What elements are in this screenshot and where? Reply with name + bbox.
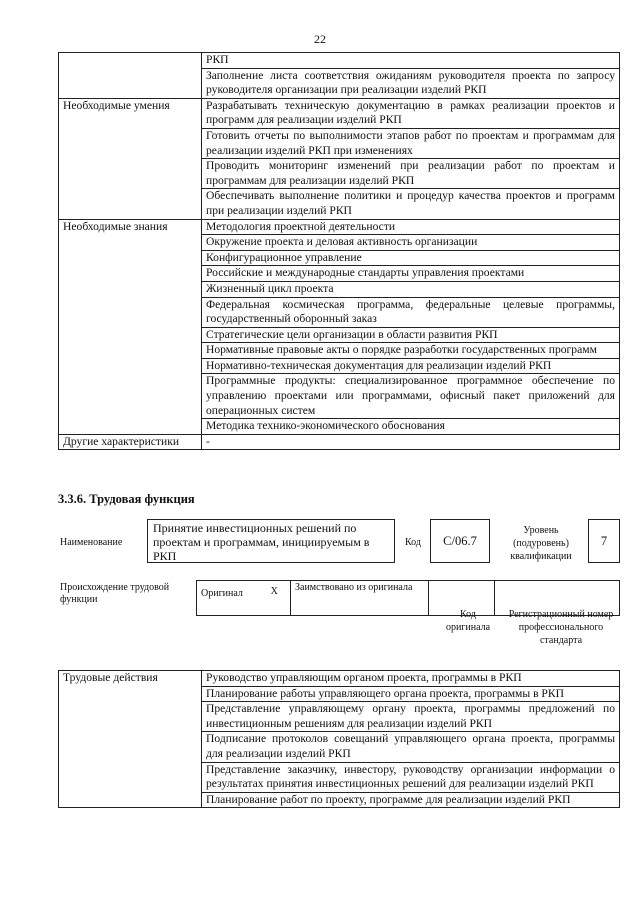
table-row	[59, 98, 620, 128]
action-item: Планирование работ по проекту, программе для реализации изделий РКП	[202, 792, 620, 808]
level-label: Уровень (подуровень) квалификации	[510, 525, 572, 562]
function-code-box: С/06.7	[430, 519, 490, 563]
name-label: Наименование	[60, 537, 123, 548]
other-label: Другие характеристики	[59, 434, 202, 450]
knowledge-item: Стратегические цели организации в области развития РКП	[202, 327, 620, 343]
code-original-label: Код оригинала	[445, 609, 491, 633]
knowledge-item: Программные продукты: специализированное программное обеспечение по управлению проектами или программами, офисный пакет приложений для операционных систем	[202, 374, 620, 419]
knowledge-label: Необходимые знания	[59, 219, 202, 434]
knowledge-item: Нормативно-техническая документация для реализации изделий РКП	[202, 358, 620, 374]
section-heading: 3.3.6. Трудовая функция	[58, 492, 195, 506]
knowledge-item: Российские и международные стандарты управления проектами	[202, 266, 620, 282]
reg-number-label: Регистрационный номер профессионального стандарта	[508, 609, 614, 646]
page-number: 22	[314, 32, 326, 46]
original-mark: Х	[259, 581, 291, 616]
knowledge-item: Федеральная космическая программа, федеральные целевые программы, государственный оборонный заказ	[202, 297, 620, 327]
skill-item: Готовить отчеты по выполнимости этапов работ по проектам и программам для реализации изделий РКП при изменениях	[202, 128, 620, 158]
original-label: Оригинал	[197, 581, 259, 616]
borrowed-label: Заимствовано из оригинала	[291, 581, 429, 616]
knowledge-item: Нормативные правовые акты о порядке разработки государственных программ	[202, 343, 620, 359]
knowledge-item: Конфигурационное управление	[202, 250, 620, 266]
action-item: Представление управляющему органу проекта, программы предложений по инвестиционным решениям для реализации изделий РКП	[202, 702, 620, 732]
skill-item: Проводить мониторинг изменений при реализации работ по проектам и программам для реализации изделий РКП	[202, 159, 620, 189]
action-item: Планирование работы управляющего органа проекта, программы в РКП	[202, 686, 620, 702]
skills-label: Необходимые умения	[59, 98, 202, 219]
table-row	[59, 53, 620, 69]
skill-item: Разрабатывать техническую документацию в рамках реализации проектов и программ для реализации изделий РКП	[202, 98, 620, 128]
knowledge-item: Жизненный цикл проекта	[202, 281, 620, 297]
other-value: -	[202, 434, 620, 450]
function-name-box: Принятие инвестиционных решений по проектам и программам, инициируемым в РКП	[147, 519, 395, 563]
knowledge-item: Окружение проекта и деловая активность организации	[202, 235, 620, 251]
actions-label: Трудовые действия	[59, 671, 202, 808]
level-value-box: 7	[588, 519, 620, 563]
action-item: Представление заказчику, инвестору, руководству организации информации о результатах принятия инвестиционных решений для реализации изделий РКП	[202, 762, 620, 792]
origin-label: Происхождение трудовой функции	[60, 582, 170, 605]
table-row	[59, 671, 620, 687]
table-cell: Заполнение листа соответствия ожиданиям руководителя проекта по запросу руководителя организации при реализации изделий РКП	[202, 68, 620, 98]
code-label: Код	[405, 537, 421, 548]
table-row	[59, 434, 620, 450]
action-item: Руководство управляющим органом проекта, программы в РКП	[202, 671, 620, 687]
table-row	[59, 219, 620, 235]
knowledge-item: Методика технико-экономического обоснования	[202, 419, 620, 435]
actions-table	[58, 670, 620, 808]
table-cell: РКП	[202, 53, 620, 69]
skill-item: Обеспечивать выполнение политики и процедур качества проектов и программ при реализации изделий РКП	[202, 189, 620, 219]
knowledge-item: Методология проектной деятельности	[202, 219, 620, 235]
requirements-table	[58, 52, 620, 450]
empty-label-cell	[59, 53, 202, 99]
action-item: Подписание протоколов совещаний управляющего органа проекта, программы для реализации изделий РКП	[202, 732, 620, 762]
